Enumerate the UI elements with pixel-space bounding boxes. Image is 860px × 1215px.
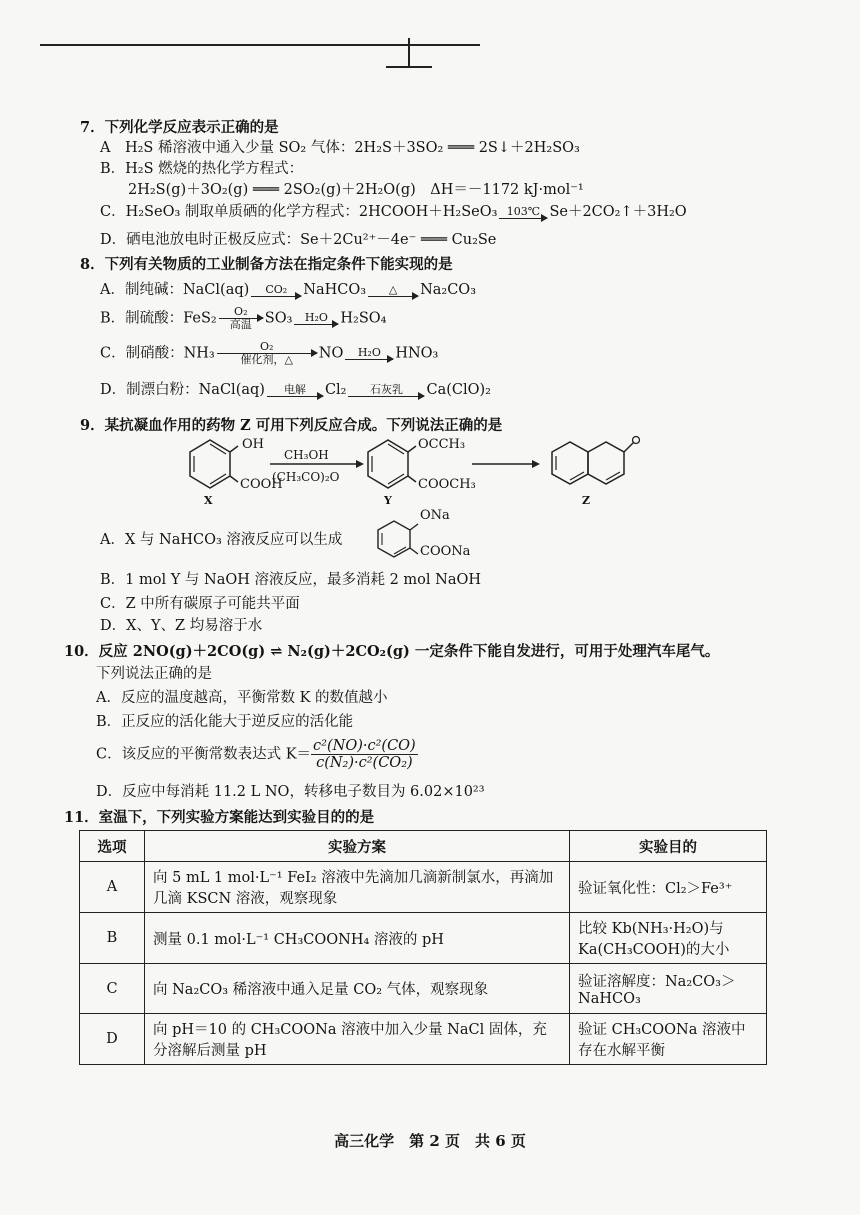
- fraction-denominator: c(N₂)·c²(CO₂): [316, 755, 413, 771]
- x-oh-label: OH: [242, 437, 264, 452]
- q10-option-a[interactable]: A．反应的温度越高，平衡常数 K 的数值越小: [96, 690, 388, 706]
- q8-c-mid: NO: [318, 345, 344, 362]
- experiment-table: [79, 830, 767, 1065]
- q9-option-d[interactable]: D．X、Y、Z 均易溶于水: [100, 618, 263, 634]
- q8-b-end: H₂SO₄: [340, 310, 387, 327]
- q10-stem-2: 下列说法正确的是: [96, 666, 212, 682]
- q9-option-c[interactable]: C．Z 中所有碳原子可能共平面: [100, 596, 300, 612]
- q8-c-cond1-bottom: 催化剂，△: [240, 353, 293, 366]
- reaction-arrow-icon: [345, 347, 393, 360]
- row-plan: 向 Na₂CO₃ 稀溶液中通入足量 CO₂ 气体，观察现象: [145, 964, 570, 1014]
- fraction-numerator: c²(NO)·c²(CO): [313, 738, 416, 754]
- q8-a-start: A．制纯碱：NaCl(aq): [100, 282, 250, 298]
- q9-option-a[interactable]: A．X 与 NaHCO₃ 溶液反应可以生成: [100, 532, 343, 548]
- coona-label: COONa: [420, 544, 471, 559]
- benzene-ring-y: [368, 440, 408, 488]
- binding-mark: [408, 38, 410, 68]
- benzene-ring-z: [552, 442, 588, 484]
- z-label: Z: [582, 494, 591, 507]
- q10-c-text: C．该反应的平衡常数表达式 K＝: [96, 746, 312, 763]
- q9-stem: 9．某抗凝血作用的药物 Z 可用下列反应合成。下列说法正确的是: [80, 417, 503, 434]
- binding-mark-base: [386, 66, 432, 68]
- table-row[interactable]: [80, 964, 767, 1014]
- ona-label: ONa: [420, 508, 450, 523]
- q9-reaction-scheme: [160, 432, 640, 512]
- page-footer: 高三化学 第 2 页 共 6 页: [334, 1132, 526, 1150]
- q8-c-cond1-top: O₂: [260, 340, 274, 353]
- reaction-arrow-icon: [251, 284, 301, 297]
- q7-option-a[interactable]: A H₂S 稀溶液中通入少量 SO₂ 气体：2H₂S＋3SO₂ ═══ 2S↓＋2H₂SO₃: [100, 140, 580, 156]
- q10-option-c[interactable]: [96, 738, 418, 771]
- header-option: 选项: [80, 831, 145, 862]
- sodium-salt-structure: [372, 518, 422, 562]
- reaction-arrow-icon: [368, 284, 418, 297]
- row-goal: 验证溶解度：Na₂CO₃＞NaHCO₃: [570, 964, 767, 1014]
- cond-bottom: (CH₃CO)₂O: [272, 470, 340, 484]
- benzene-ring-x: [190, 440, 230, 488]
- q8-b-cond1-top: O₂: [234, 305, 248, 318]
- y-bottom-label: COOCH₃: [418, 477, 476, 492]
- q7-option-b-equation: 2H₂S(g)＋3O₂(g) ═══ 2SO₂(g)＋2H₂O(g) ΔH＝－1172 kJ·mol⁻¹: [128, 182, 584, 198]
- reaction-arrow-icon: [219, 306, 263, 331]
- q8-stem: 8．下列有关物质的工业制备方法在指定条件下能实现的是: [80, 256, 453, 273]
- row-goal: 比较 Kb(NH₃·H₂O)与 Ka(CH₃COOH)的大小: [570, 913, 767, 964]
- y-label: Y: [384, 494, 392, 507]
- reaction-arrow-icon: [348, 384, 424, 397]
- row-plan: 向 5 mL 1 mol·L⁻¹ FeI₂ 溶液中先滴加几滴新制氯水，再滴加几滴 KSCN 溶液，观察现象: [145, 862, 570, 913]
- q8-d-mid: Cl₂: [324, 382, 347, 398]
- table-row[interactable]: [80, 1014, 767, 1065]
- q8-d-cond2: 石灰乳: [369, 382, 403, 396]
- row-option: A: [80, 862, 145, 913]
- q7-c-right: Se＋2CO₂↑＋3H₂O: [549, 204, 687, 220]
- q8-d-start: D．制漂白粉：NaCl(aq): [100, 382, 265, 398]
- reaction-arrow-icon: [267, 384, 323, 397]
- q8-a-end: Na₂CO₃: [420, 282, 477, 298]
- q7-option-d[interactable]: D．硒电池放电时正极反应式：Se＋2Cu²⁺－4e⁻ ═══ Cu₂Se: [100, 232, 497, 248]
- q7-option-c[interactable]: [100, 200, 687, 221]
- q8-b-start: B．制硫酸：FeS₂: [100, 310, 217, 327]
- q7-stem: 7．下列化学反应表示正确的是: [80, 119, 279, 136]
- q10-option-b[interactable]: B．正反应的活化能大于逆反应的活化能: [96, 714, 354, 730]
- q11-stem: 11．室温下，下列实验方案能达到实验目的的是: [64, 809, 375, 826]
- x-cooh-label: COOH: [240, 477, 283, 492]
- q8-c-end: HNO₃: [395, 345, 439, 362]
- q8-d-cond1: 电解: [283, 382, 306, 396]
- table-row[interactable]: [80, 913, 767, 964]
- row-option: C: [80, 964, 145, 1014]
- row-goal: 验证氧化性：Cl₂＞Fe³⁺: [570, 862, 767, 913]
- q8-b-mid: SO₃: [264, 310, 293, 327]
- reaction-arrow-icon: [294, 312, 338, 325]
- q10-option-d[interactable]: D．反应中每消耗 11.2 L NO，转移电子数目为 6.02×10²³: [96, 784, 485, 800]
- q9-option-b[interactable]: B．1 mol Y 与 NaOH 溶液反应，最多消耗 2 mol NaOH: [100, 572, 482, 588]
- table-header-row: [80, 831, 767, 862]
- cond-top: CH₃OH: [284, 448, 329, 462]
- header-plan: 实验方案: [145, 831, 570, 862]
- row-goal: 验证 CH₃COONa 溶液中存在水解平衡: [570, 1014, 767, 1065]
- q7-c-condition: 103℃: [506, 204, 541, 218]
- q7-option-b[interactable]: B．H₂S 燃烧的热化学方程式：: [100, 161, 304, 177]
- q8-c-cond2: H₂O: [357, 346, 381, 359]
- equilibrium-fraction: [311, 738, 418, 771]
- q8-a-mid: NaHCO₃: [303, 282, 367, 298]
- row-plan: 测量 0.1 mol·L⁻¹ CH₃COONH₄ 溶液的 pH: [145, 913, 570, 964]
- table-row[interactable]: [80, 862, 767, 913]
- header-goal: 实验目的: [570, 831, 767, 862]
- q8-c-start: C．制硝酸：NH₃: [100, 345, 215, 362]
- q8-option-d[interactable]: [100, 378, 491, 399]
- q8-d-end: Ca(ClO)₂: [426, 382, 491, 398]
- reaction-arrow-icon: [217, 341, 317, 366]
- row-option: D: [80, 1014, 145, 1065]
- q8-option-b[interactable]: [100, 306, 387, 331]
- lactone-ring-z: [588, 442, 624, 484]
- q8-option-a[interactable]: [100, 278, 476, 299]
- reaction-arrow-icon: [499, 206, 547, 219]
- x-label: X: [204, 494, 213, 507]
- q7-c-left: C．H₂SeO₃ 制取单质硒的化学方程式：2HCOOH＋H₂SeO₃: [100, 204, 498, 220]
- q8-a-cond2: △: [388, 282, 398, 296]
- q10-stem: 10．反应 2NO(g)＋2CO(g) ⇌ N₂(g)＋2CO₂(g) 一定条件下能自发进行，可用于处理汽车尾气。: [64, 643, 720, 660]
- header-rule: [40, 44, 480, 46]
- y-top-label: OCCH₃: [418, 437, 466, 452]
- row-option: B: [80, 913, 145, 964]
- row-plan: 向 pH＝10 的 CH₃COONa 溶液中加入少量 NaCl 固体，充分溶解后测量 pH: [145, 1014, 570, 1065]
- q8-b-cond2: H₂O: [304, 311, 328, 324]
- q8-a-cond1: CO₂: [265, 282, 288, 296]
- q8-b-cond1-bottom: 高温: [229, 318, 252, 331]
- q8-option-c[interactable]: [100, 341, 438, 366]
